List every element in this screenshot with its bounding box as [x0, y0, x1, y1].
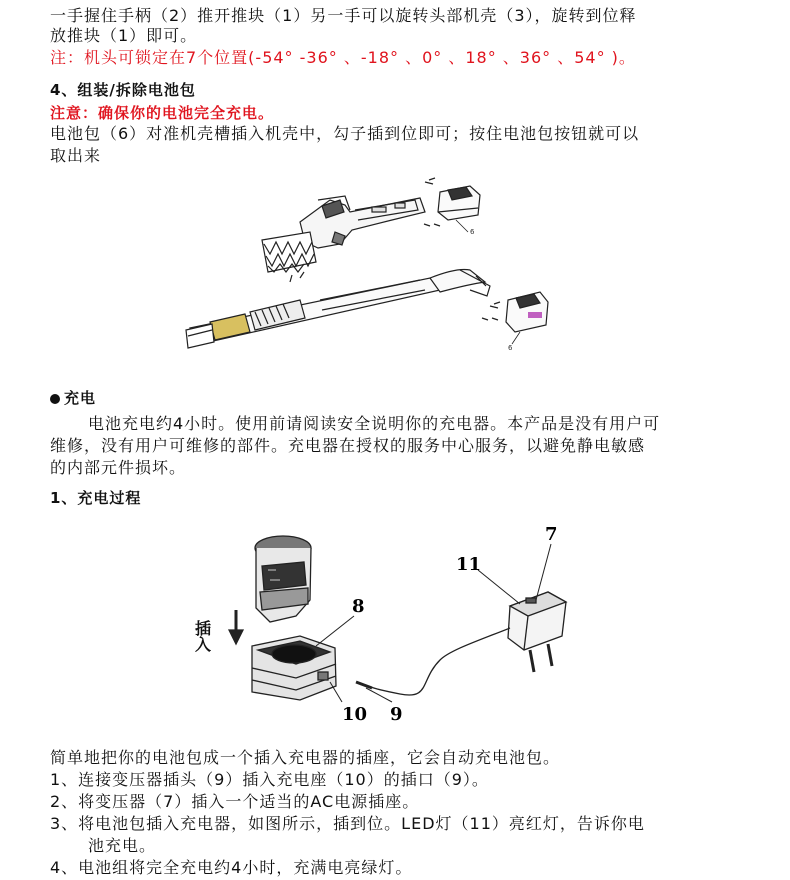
- charging-paragraph-1: 电池充电约4小时。使用前请阅读安全说明你的充电器。本产品是没有用户可: [88, 414, 661, 433]
- insert-arrow-icon: [229, 610, 243, 644]
- callout-7: 7: [545, 524, 558, 545]
- intro-line-1: 一手握住手柄（2）推开推块（1）另一手可以旋转头部机壳（3），旋转到位释: [50, 6, 637, 25]
- power-adapter-illustration: [508, 592, 566, 672]
- step-1: 1、连接变压器插头（9）插入充电座（10）的插口（9）。: [50, 770, 489, 789]
- intro-line-2: 放推块（1）即可。: [50, 26, 198, 45]
- charger-base-illustration: [252, 636, 336, 700]
- part-label-6-upper: 6: [470, 228, 475, 236]
- part-label-6-lower: 6: [508, 344, 513, 352]
- battery-warning: 注意：确保你的电池完全充电。: [50, 104, 275, 122]
- charging-paragraph-3: 的内部元件损坏。: [50, 458, 187, 477]
- step-4: 4、电池组将完全充电约4小时，充满电亮绿灯。: [50, 858, 413, 877]
- callout-10: 10: [342, 704, 368, 725]
- battery-pack-illustration: [255, 536, 311, 622]
- callout-9: 9: [390, 704, 403, 725]
- step-3-line-2: 池充电。: [88, 836, 157, 855]
- insert-label: 插入: [192, 620, 212, 652]
- callout-11: 11: [456, 554, 482, 575]
- charging-process-heading: 1、充电过程: [50, 489, 142, 507]
- steps-intro: 简单地把你的电池包成一个插入充电器的插座，它会自动充电池包。: [50, 748, 561, 767]
- charging-paragraph-2: 维修，没有用户可维修的部件。充电器在授权的服务中心服务，以避免静电敏感: [50, 436, 646, 455]
- section-4-body-1: 电池包（6）对准机壳槽插入机壳中，勾子插到位即可；按住电池包按钮就可以: [50, 124, 640, 143]
- rotation-note: 注：机头可锁定在7个位置(-54° -36° 、-18° 、0° 、18° 、36° 、54° )。: [50, 48, 636, 67]
- section-4-body-2: 取出来: [50, 146, 102, 165]
- section-4-heading: 4、组装/拆除电池包: [50, 81, 196, 99]
- callout-8: 8: [352, 596, 365, 617]
- step-3-line-1: 3、将电池包插入充电器，如图所示，插到位。LED灯（11）亮红灯，告诉你电: [50, 814, 645, 833]
- charging-heading-text: 充电: [64, 389, 97, 407]
- adapter-cable: [362, 628, 510, 695]
- step-2: 2、将变压器（7）插入一个适当的AC电源插座。: [50, 792, 420, 811]
